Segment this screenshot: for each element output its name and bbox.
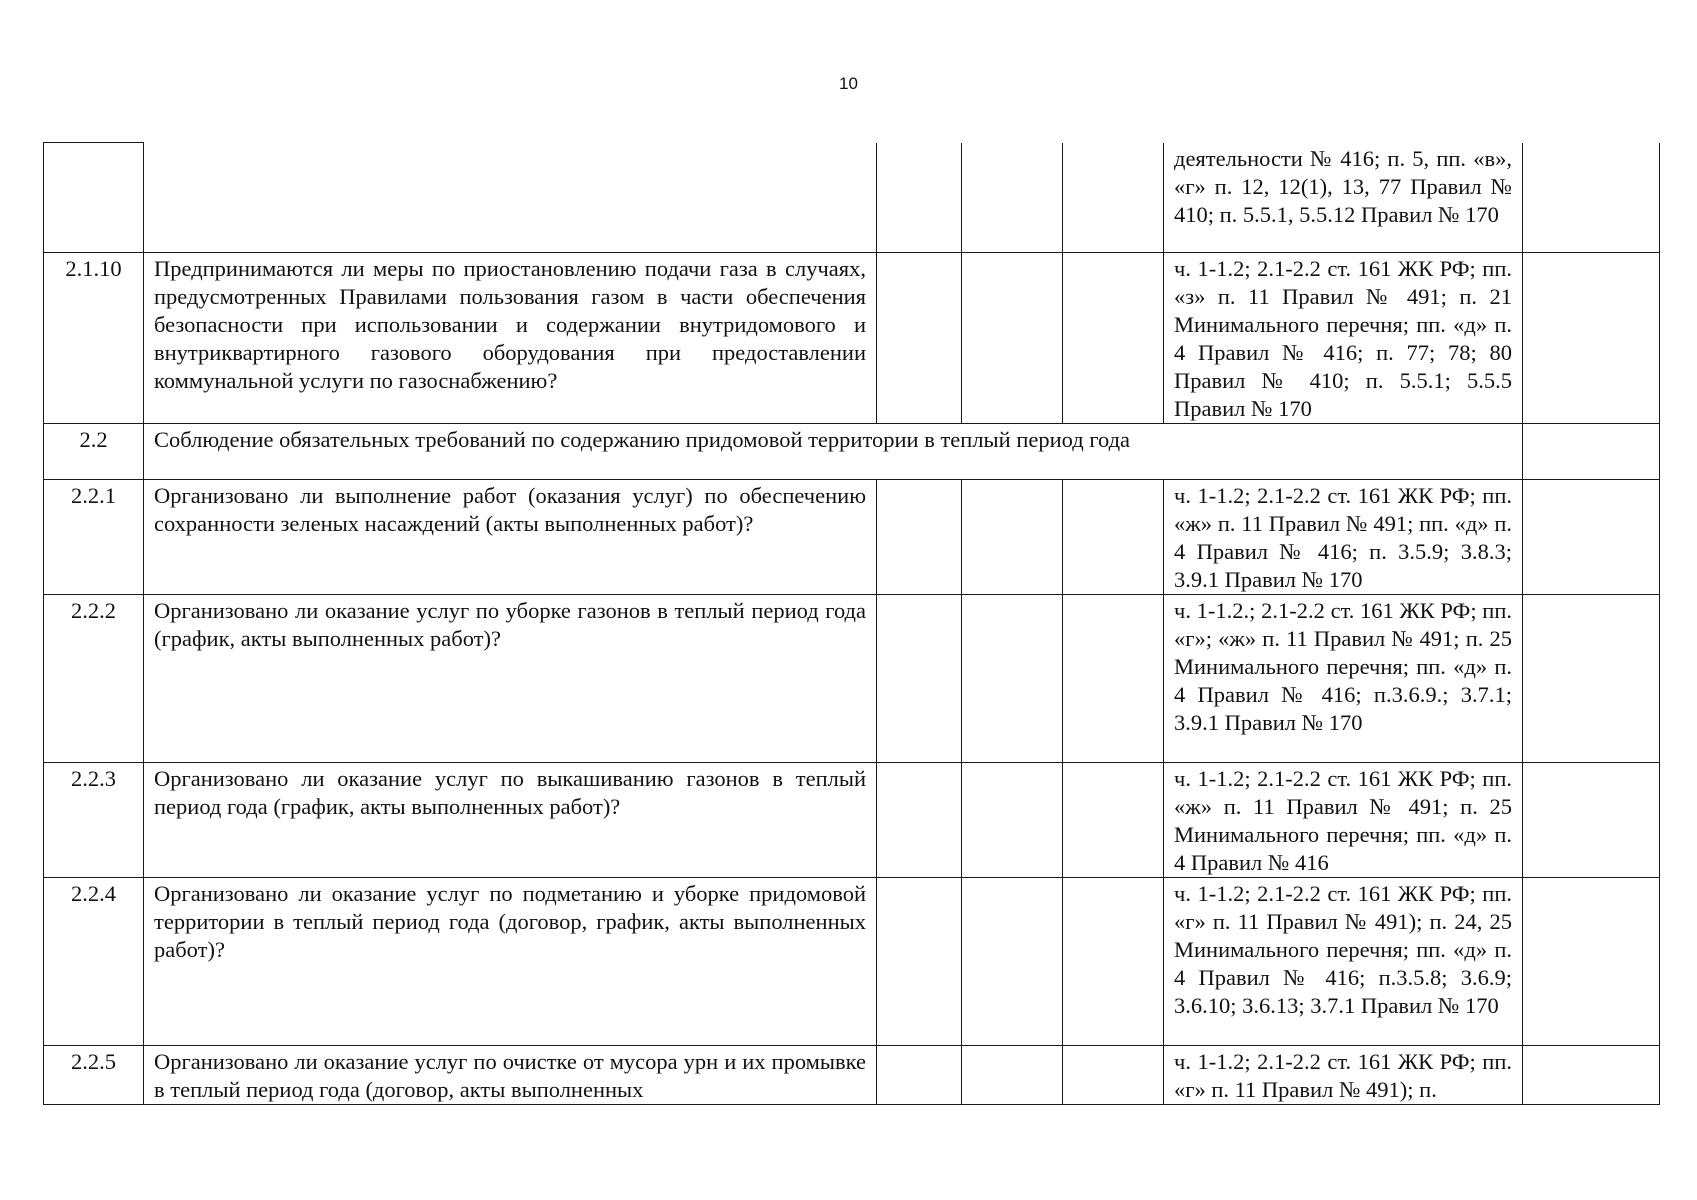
note-cell [1523, 143, 1660, 253]
answer-na-cell [1063, 143, 1164, 253]
legal-reference-cell: деятельности № 416; п. 5, пп. «в», «г» п. 12, 12(1), 13, 77 Правил № 410; п. 5.5.1, 5.5.12 Правил № 170 [1164, 143, 1523, 253]
question-cell: Организовано ли оказание услуг по выкашиванию газонов в теплый период года (график, акты выполненных работ)? [144, 763, 877, 878]
answer-no-cell [962, 480, 1063, 595]
answer-no-cell [962, 1046, 1063, 1105]
note-cell [1523, 1046, 1660, 1105]
answer-na-cell [1063, 763, 1164, 878]
answer-yes-cell [877, 595, 962, 763]
answer-no-cell [962, 595, 1063, 763]
answer-yes-cell [877, 253, 962, 424]
row-number: 2.2.5 [44, 1046, 144, 1105]
legal-reference-cell: ч. 1-1.2; 2.1-2.2 ст. 161 ЖК РФ; пп. «ж» п. 11 Правил № 491; пп. «д» п. 4 Правил № 416; п. 3.5.9; 3.8.3; 3.9.1 Правил № 170 [1164, 480, 1523, 595]
row-number: 2.2.2 [44, 595, 144, 763]
row-number: 2.2.1 [44, 480, 144, 595]
answer-no-cell [962, 763, 1063, 878]
note-cell [1523, 763, 1660, 878]
table-row [44, 878, 1660, 1046]
note-cell [1523, 253, 1660, 424]
row-number: 2.2.4 [44, 878, 144, 1046]
checklist-table-container [43, 142, 1659, 1105]
question-cell: Организовано ли оказание услуг по уборке газонов в теплый период года (график, акты выполненных работ)? [144, 595, 877, 763]
question-cell: Организовано ли оказание услуг по подметанию и уборке придомовой территории в теплый период года (договор, график, акты выполненных работ)? [144, 878, 877, 1046]
section-title: Соблюдение обязательных требований по содержанию придомовой территории в теплый период года [144, 424, 1523, 480]
answer-yes-cell [877, 143, 962, 253]
note-cell [1523, 878, 1660, 1046]
answer-na-cell [1063, 595, 1164, 763]
answer-yes-cell [877, 480, 962, 595]
table-row [44, 253, 1660, 424]
legal-reference-cell: ч. 1-1.2.; 2.1-2.2 ст. 161 ЖК РФ; пп. «г»; «ж» п. 11 Правил № 491; п. 25 Минимального перечня; пп. «д» п. 4 Правил № 416; п.3.6.9.; 3.7.1; 3.9.1 Правил № 170 [1164, 595, 1523, 763]
answer-na-cell [1063, 1046, 1164, 1105]
answer-na-cell [1063, 878, 1164, 1046]
answer-yes-cell [877, 1046, 962, 1105]
section-header-row [44, 424, 1660, 480]
answer-no-cell [962, 878, 1063, 1046]
section-number: 2.2 [44, 424, 144, 480]
question-cell: Предпринимаются ли меры по приостановлению подачи газа в случаях, предусмотренных Правилами пользования газом в части обеспечения безопасности при использовании и содержании внутридомового и внутриквартирного газового оборудования при предоставлении коммунальной услуги по газоснабжению? [144, 253, 877, 424]
answer-na-cell [1063, 480, 1164, 595]
table-row [44, 1046, 1660, 1105]
legal-reference-cell: ч. 1-1.2; 2.1-2.2 ст. 161 ЖК РФ; пп. «ж» п. 11 Правил № 491; п. 25 Минимального перечня; пп. «д» п. 4 Правил № 416 [1164, 763, 1523, 878]
table-row [44, 595, 1660, 763]
row-number: 2.2.3 [44, 763, 144, 878]
note-cell [1523, 480, 1660, 595]
note-cell [1523, 595, 1660, 763]
answer-na-cell [1063, 253, 1164, 424]
question-cell: Организовано ли выполнение работ (оказания услуг) по обеспечению сохранности зеленых насаждений (акты выполненных работ)? [144, 480, 877, 595]
legal-reference-cell: ч. 1-1.2; 2.1-2.2 ст. 161 ЖК РФ; пп. «г» п. 11 Правил № 491); п. 24, 25 Минимального перечня; пп. «д» п. 4 Правил № 416; п.3.5.8; 3.6.9; 3.6.10; 3.6.13; 3.7.1 Правил № 170 [1164, 878, 1523, 1046]
table-row [44, 143, 1660, 253]
answer-no-cell [962, 253, 1063, 424]
answer-no-cell [962, 143, 1063, 253]
table-row [44, 763, 1660, 878]
answer-yes-cell [877, 878, 962, 1046]
row-number: 2.1.10 [44, 253, 144, 424]
legal-reference-cell: ч. 1-1.2; 2.1-2.2 ст. 161 ЖК РФ; пп. «г» п. 11 Правил № 491); п. [1164, 1046, 1523, 1105]
question-cell [144, 143, 877, 253]
question-cell: Организовано ли оказание услуг по очистке от мусора урн и их промывке в теплый период года (договор, акты выполненных [144, 1046, 877, 1105]
legal-reference-cell: ч. 1-1.2; 2.1-2.2 ст. 161 ЖК РФ; пп. «з» п. 11 Правил № 491; п. 21 Минимального перечня; пп. «д» п. 4 Правил № 416; п. 77; 78; 80 Правил № 410; п. 5.5.1; 5.5.5 Правил № 170 [1164, 253, 1523, 424]
table-row [44, 480, 1660, 595]
answer-yes-cell [877, 763, 962, 878]
note-cell [1523, 424, 1660, 480]
row-number [44, 143, 144, 253]
page-number: 10 [839, 74, 858, 93]
checklist-table [43, 142, 1660, 1105]
